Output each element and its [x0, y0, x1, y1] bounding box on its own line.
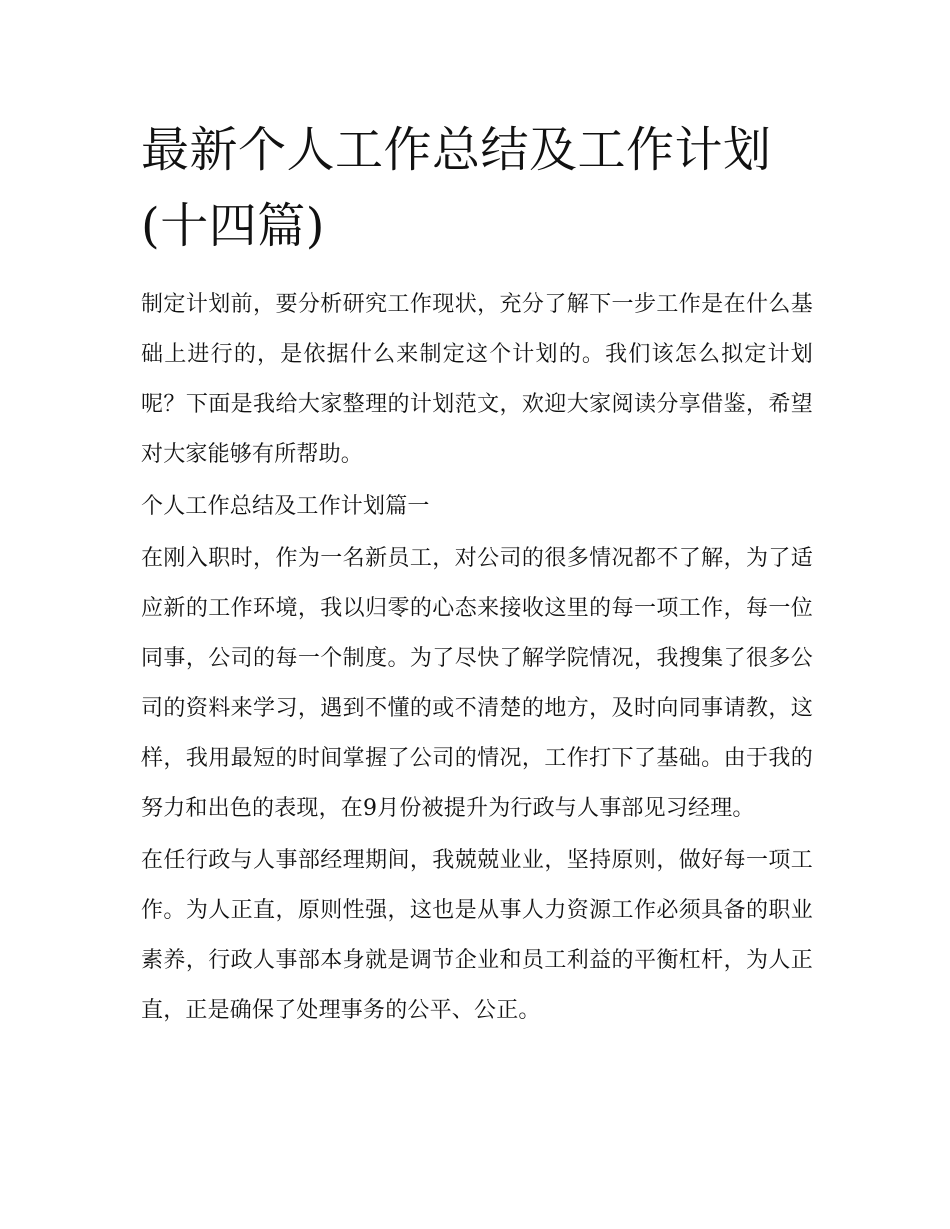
intro-paragraph: 制定计划前，要分析研究工作现状，充分了解下一步工作是在什么基础上进行的，是依据什么来制定这个计划的。我们该怎么拟定计划呢？下面是我给大家整理的计划范文，欢迎大家阅读分享借鉴，希望对大家能够有所帮助。: [141, 292, 813, 467]
document-title: 最新个人工作总结及工作计划 (十四篇): [141, 122, 772, 254]
section-heading: 个人工作总结及工作计划篇一: [141, 494, 430, 519]
body-paragraph: 在任行政与人事部经理期间，我兢兢业业，坚持原则，做好每一项工作。为人正直，原则性强，这也是从事人力资源工作必须具备的职业素养，行政人事部本身就是调节企业和员工利益的平衡杠杆，为人正直，正是确保了处理事务的公平、公正。: [141, 848, 813, 1023]
body-paragraph: 在刚入职时，作为一名新员工，对公司的很多情况都不了解，为了适应新的工作环境，我以归零的心态来接收这里的每一项工作，每一位同事，公司的每一个制度。为了尽快了解学院情况，我搜集了很多公司的资料来学习，遇到不懂的或不清楚的地方，及时向同事请教，这样，我用最短的时间掌握了公司的情况，工作打下了基础。由于我的努力和出色的表现，在9月份被提升为行政与人事部见习经理。: [141, 546, 813, 821]
document-body: [141, 112, 813, 1036]
